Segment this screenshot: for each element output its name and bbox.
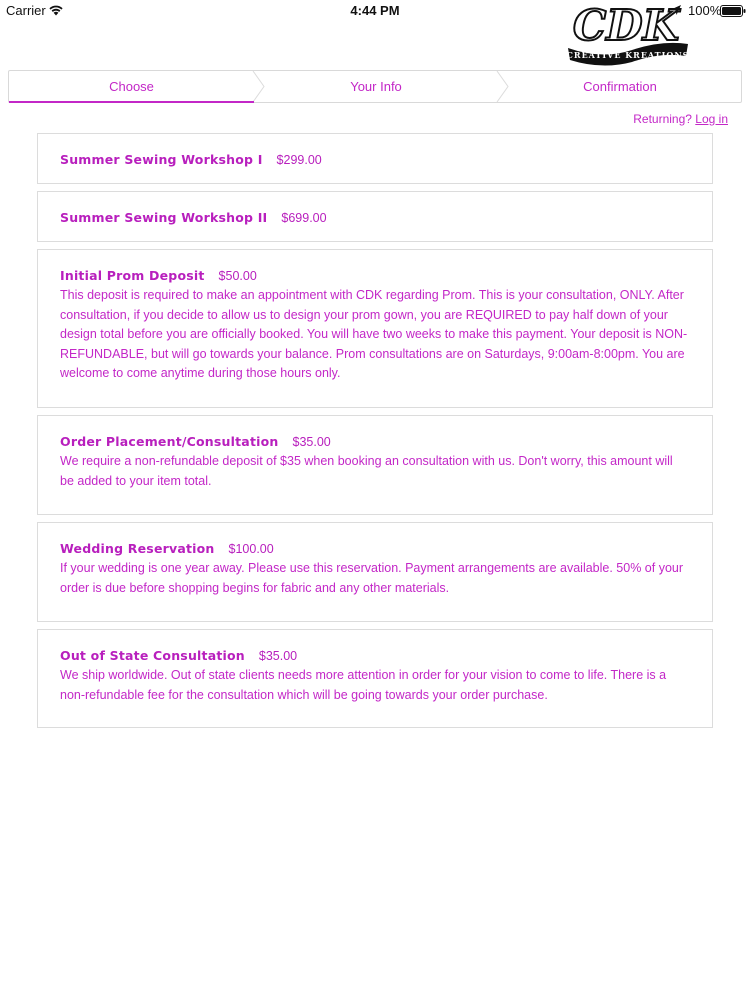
logo-ribbon-text: CREATIVE KREATIONS (566, 50, 690, 60)
cdk-logo (562, 0, 692, 66)
service-title: Order Placement/Consultation (60, 434, 279, 449)
service-description: This deposit is required to make an appointment with CDK regarding Prom. This is your consultation, ONLY. After consultation, if you decide to allow us to design your prom gown, you are REQUIRED to pay half down of your design total before you are officially booked. You will have two weeks to make this payment. Your deposit is NON-REFUNDABLE, but will go towards your balance. Prom consultations are on Saturdays, 9:00am-8:00pm. You are welcome to come anytime during those hours only. (60, 288, 688, 381)
service-card[interactable] (37, 522, 713, 622)
service-title: Out of State Consultation (60, 648, 245, 663)
service-price: $699.00 (281, 211, 327, 225)
carrier-label: Carrier (6, 3, 46, 18)
service-price: $50.00 (218, 269, 257, 283)
tab-choose[interactable]: Choose (109, 79, 154, 94)
service-card[interactable] (37, 249, 713, 408)
active-step-indicator (9, 101, 254, 103)
tab-confirmation[interactable]: Confirmation (583, 79, 657, 94)
service-price: $100.00 (228, 542, 274, 556)
checkout-steps (8, 70, 742, 103)
returning-label: Returning? (633, 112, 692, 126)
service-price: $35.00 (292, 435, 331, 449)
login-link[interactable]: Log in (695, 112, 728, 126)
service-description: We ship worldwide. Out of state clients needs more attention in order for your vision to come to life. There is a non-refundable fee for the consultation which will be going towards your order purchase. (60, 668, 667, 702)
battery-icon (720, 5, 746, 17)
service-description: We require a non-refundable deposit of $35 when booking an consultation with us. Don't worry, this amount will be added to your item total. (60, 454, 673, 488)
service-price: $299.00 (276, 153, 322, 167)
status-time: 4:44 PM (350, 3, 400, 18)
service-title: Summer Sewing Workshop I (60, 152, 263, 167)
service-title: Initial Prom Deposit (60, 268, 205, 283)
service-card[interactable] (37, 133, 713, 184)
tab-your-info[interactable]: Your Info (350, 79, 402, 94)
service-title: Summer Sewing Workshop II (60, 210, 268, 225)
service-title: Wedding Reservation (60, 541, 215, 556)
logo-monogram: CDK (572, 1, 680, 50)
service-card[interactable] (37, 629, 713, 728)
battery-percentage: 100% (688, 3, 722, 18)
service-description: If your wedding is one year away. Please use this reservation. Payment arrangements are available. 50% of your order is due before shopping begins for fabric and any other materials. (60, 561, 684, 595)
service-card[interactable] (37, 415, 713, 515)
returning-login (633, 112, 728, 126)
service-card[interactable] (37, 191, 713, 242)
service-price: $35.00 (258, 649, 298, 663)
